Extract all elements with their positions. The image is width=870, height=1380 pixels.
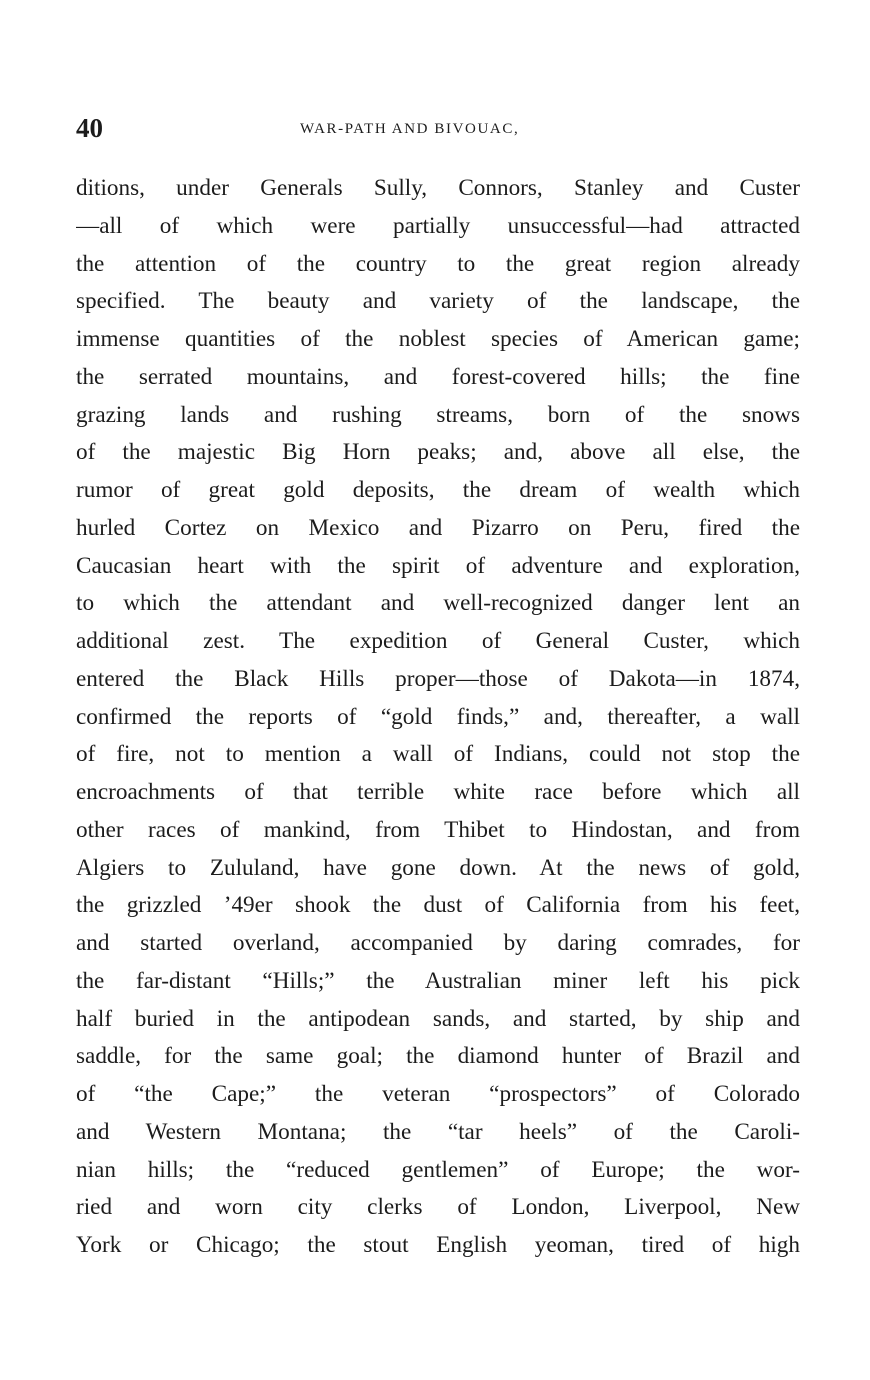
text-line: York or Chicago; the stout English yeoman, tired of high: [76, 1232, 800, 1258]
text-line: Algiers to Zululand, have gone down. At the news of gold,: [76, 854, 800, 881]
text-line: additional zest. The expedition of General Custer, which: [76, 628, 800, 654]
text-line: confirmed the reports of “gold finds,” and, thereafter, a wall: [76, 703, 800, 730]
text-line: to which the attendant and well-recognized danger lent an: [76, 590, 800, 617]
page-header: [76, 112, 800, 144]
text-line: of “the Cape;” the veteran “prospectors” of Colorado: [76, 1081, 800, 1107]
text-line: grazing lands and rushing streams, born of the snows: [76, 401, 800, 428]
page-number: 40: [76, 113, 103, 143]
text-line: hurled Cortez on Mexico and Pizarro on Peru, fired the: [76, 514, 800, 541]
running-title: WAR-PATH AND BIVOUAC,: [300, 121, 520, 137]
text-line: rumor of great gold deposits, the dream of wealth which: [76, 477, 800, 503]
text-line: the grizzled ’49er shook the dust of California from his feet,: [76, 892, 800, 919]
text-line: encroachments of that terrible white race before which all: [76, 779, 800, 805]
body-text: [76, 170, 800, 1265]
text-line: ditions, under Generals Sully, Connors, Stanley and Custer: [76, 175, 800, 201]
text-line: immense quantities of the noblest species of American game;: [76, 326, 800, 352]
text-line: —all of which were partially unsuccessful—had attracted: [76, 212, 800, 239]
text-line: entered the Black Hills proper—those of Dakota—in 1874,: [76, 665, 800, 692]
text-line: Caucasian heart with the spirit of adventure and exploration,: [76, 552, 800, 579]
text-line: the serrated mountains, and forest-covered hills; the fine: [76, 363, 800, 390]
text-line: of the majestic Big Horn peaks; and, above all else, the: [76, 439, 800, 466]
text-line: half buried in the antipodean sands, and started, by ship and: [76, 1005, 800, 1032]
text-line: the attention of the country to the great region already: [76, 250, 800, 277]
text-line: nian hills; the “reduced gentlemen” of Europe; the wor-: [76, 1156, 800, 1183]
text-line: the far-distant “Hills;” the Australian miner left his pick: [76, 967, 800, 994]
text-line: of fire, not to mention a wall of Indians, could not stop the: [76, 741, 800, 768]
text-line: other races of mankind, from Thibet to Hindostan, and from: [76, 816, 800, 843]
text-line: specified. The beauty and variety of the landscape, the: [76, 288, 800, 315]
text-line: ried and worn city clerks of London, Liverpool, New: [76, 1194, 800, 1221]
text-line: and started overland, accompanied by daring comrades, for: [76, 930, 800, 956]
text-line: and Western Montana; the “tar heels” of the Caroli-: [76, 1118, 800, 1145]
text-line: saddle, for the same goal; the diamond hunter of Brazil and: [76, 1043, 800, 1070]
